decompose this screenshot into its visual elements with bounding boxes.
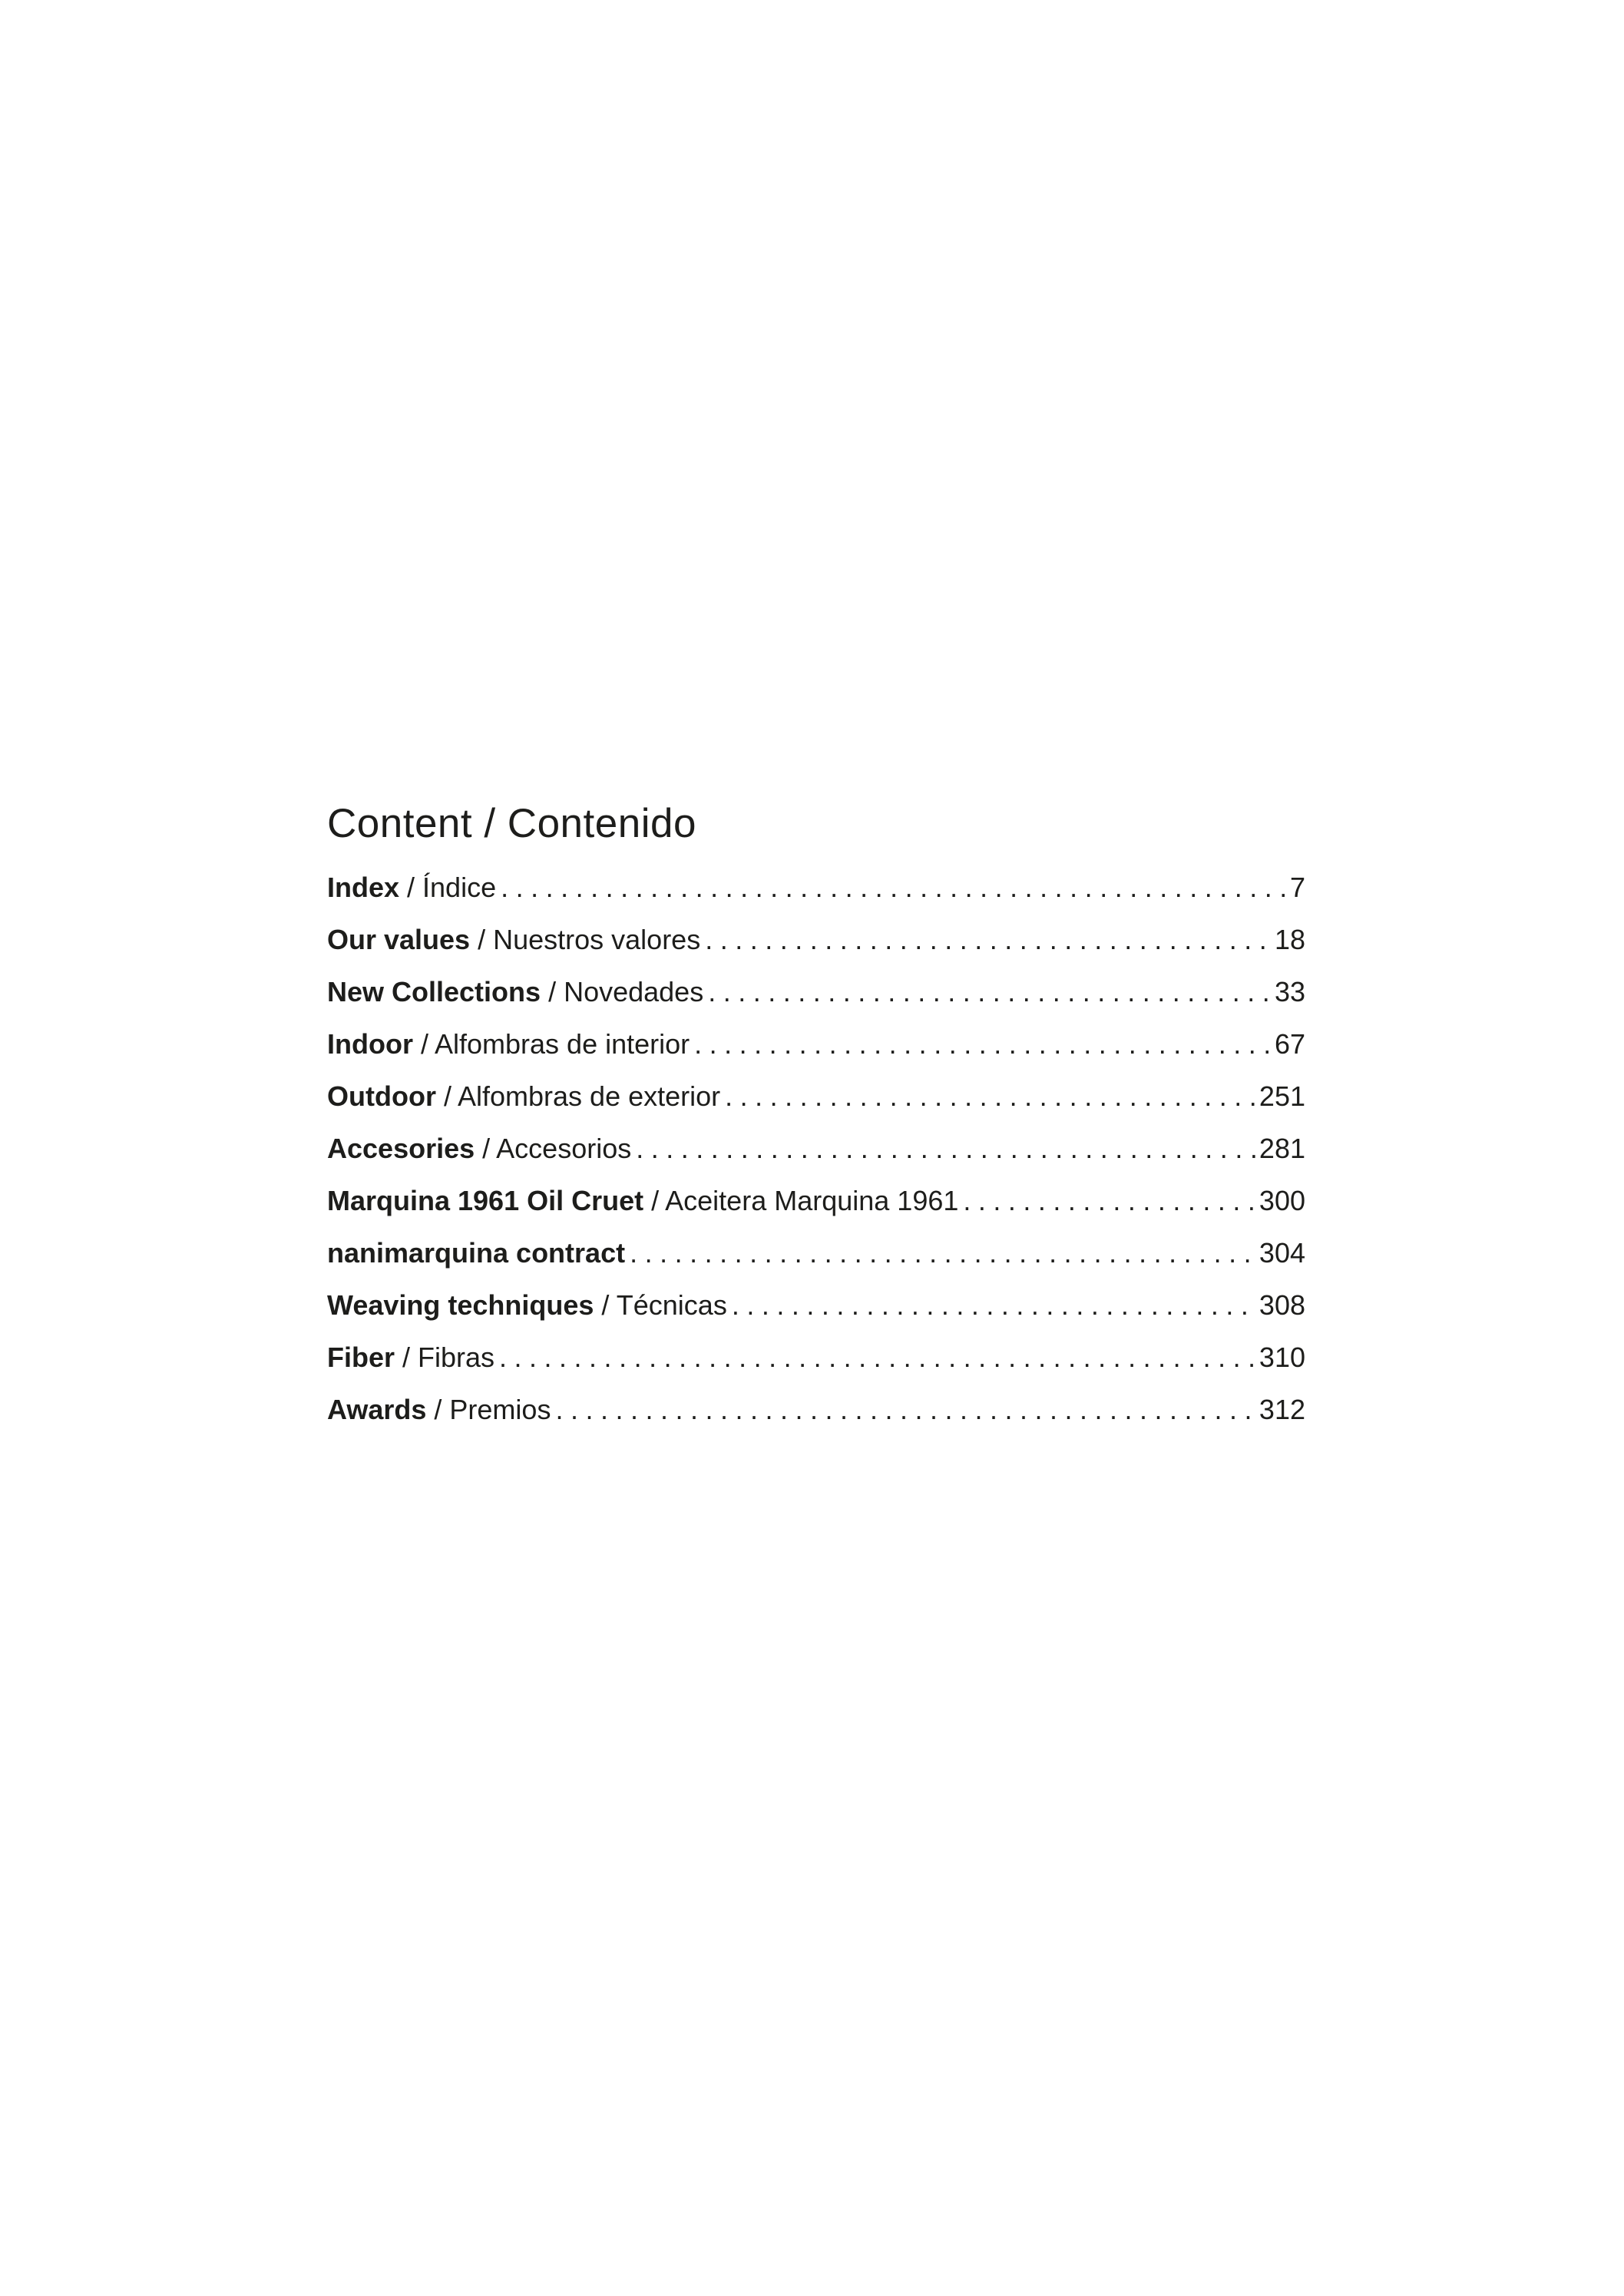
toc-entry-title-es: / Índice [399, 872, 497, 903]
toc-entry-title-en: New Collections [327, 976, 541, 1007]
dot-leader [958, 1175, 1256, 1227]
dot-leader [720, 1070, 1256, 1123]
table-of-contents [327, 791, 1305, 1436]
toc-entry-title-es: / Alfombras de interior [412, 1028, 690, 1060]
toc-entry[interactable] [327, 1279, 1305, 1332]
toc-entry-label [327, 1227, 625, 1279]
dot-leader [625, 1227, 1256, 1279]
toc-entry-page-number: 251 [1259, 1080, 1305, 1112]
toc-entry-label [327, 1175, 958, 1227]
toc-entry-page-number: 308 [1259, 1289, 1305, 1321]
toc-entry-label [327, 1070, 720, 1123]
toc-entry-page-number: 33 [1274, 976, 1305, 1007]
toc-entry-title-en: Weaving techniques [327, 1289, 594, 1321]
toc-entry-page-number: 18 [1274, 924, 1305, 955]
toc-entry-label [327, 1332, 494, 1384]
toc-entry-label [327, 1279, 727, 1332]
toc-entry[interactable] [327, 914, 1305, 966]
dot-leader [703, 966, 1272, 1018]
toc-entry-label [327, 862, 496, 914]
dot-leader [496, 862, 1287, 914]
toc-entry-title-en: Our values [327, 924, 471, 955]
toc-entry-title-en: Accesories [327, 1133, 475, 1164]
toc-entry-page-number: 304 [1259, 1237, 1305, 1269]
toc-entry-title-en: Fiber [327, 1342, 395, 1373]
dot-leader [690, 1018, 1272, 1070]
dot-leader [631, 1123, 1256, 1175]
toc-list [327, 862, 1305, 1436]
toc-entry-label [327, 1018, 690, 1070]
toc-entry-title-es: / Novedades [541, 976, 704, 1007]
toc-entry-label [327, 966, 703, 1018]
dot-leader [494, 1332, 1256, 1384]
toc-entry-title-en: Index [327, 872, 400, 903]
toc-entry-label [327, 914, 700, 966]
toc-entry[interactable] [327, 1175, 1305, 1227]
toc-entry[interactable] [327, 1123, 1305, 1175]
toc-entry-title-es: / Fibras [395, 1342, 495, 1373]
toc-entry-title-es: / Accesorios [475, 1133, 632, 1164]
toc-entry-title-en: Outdoor [327, 1080, 436, 1112]
toc-entry-title-es: / Aceitera Marquina 1961 [643, 1185, 959, 1216]
toc-entry-title-es: / Técnicas [594, 1289, 727, 1321]
toc-entry-page-number: 7 [1289, 872, 1305, 903]
toc-entry[interactable] [327, 1227, 1305, 1279]
toc-entry[interactable] [327, 1332, 1305, 1384]
dot-leader [700, 914, 1272, 966]
toc-entry-title-en: Marquina 1961 Oil Cruet [327, 1185, 644, 1216]
toc-entry[interactable] [327, 966, 1305, 1018]
dot-leader [551, 1384, 1255, 1436]
toc-title: Content / Contenido [327, 801, 696, 846]
toc-entry-page-number: 281 [1259, 1133, 1305, 1164]
toc-entry-label [327, 1384, 551, 1436]
toc-entry-page-number: 312 [1259, 1394, 1305, 1425]
dot-leader [727, 1279, 1256, 1332]
toc-entry[interactable] [327, 1018, 1305, 1070]
toc-entry[interactable] [327, 1070, 1305, 1123]
toc-entry-label [327, 1123, 631, 1175]
toc-entry-page-number: 300 [1259, 1185, 1305, 1216]
toc-entry-page-number: 310 [1259, 1342, 1305, 1373]
toc-entry-title-es: / Premios [426, 1394, 551, 1425]
toc-entry-title-es: / Alfombras de exterior [435, 1080, 721, 1112]
toc-entry[interactable] [327, 862, 1305, 914]
toc-entry-title-en: Awards [327, 1394, 427, 1425]
toc-entry-page-number: 67 [1274, 1028, 1305, 1060]
toc-entry-title-es: / Nuestros valores [470, 924, 701, 955]
toc-entry[interactable] [327, 1384, 1305, 1436]
toc-entry-title-en: Indoor [327, 1028, 413, 1060]
toc-entry-title-en: nanimarquina contract [327, 1237, 626, 1269]
